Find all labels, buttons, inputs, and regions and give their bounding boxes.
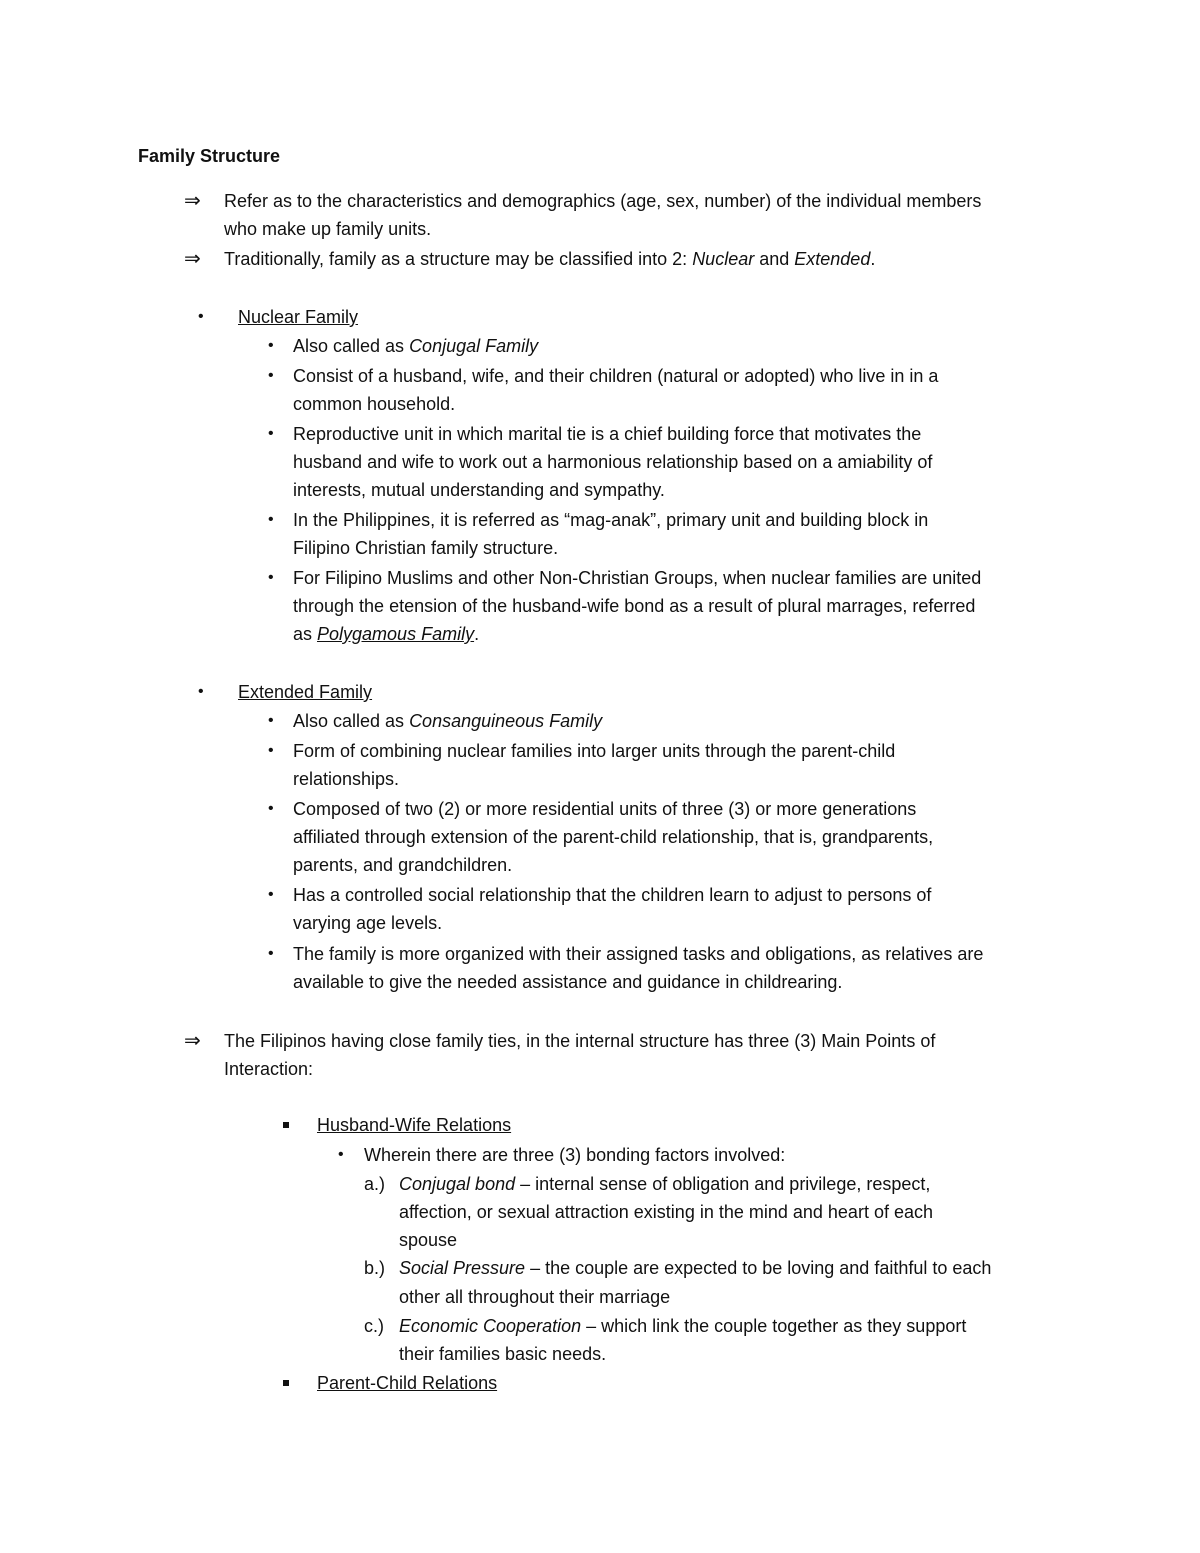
bullet-icon: • — [338, 1146, 344, 1163]
period: . — [474, 624, 480, 644]
social-pressure-term: Social Pressure — [399, 1258, 526, 1278]
extended-bullet-1 — [293, 707, 602, 735]
factor-b-text: – the couple are expected to be loving and faithful to each — [525, 1258, 992, 1278]
economic-cooperation-term: Economic Cooperation — [399, 1316, 582, 1336]
bullet-icon: • — [268, 425, 274, 442]
bullet-icon: • — [268, 742, 274, 759]
extended-bullet-2-line-1: Form of combining nuclear families into larger units through the parent-child — [293, 741, 896, 761]
factor-c-text: – which link the couple together as they support — [581, 1316, 967, 1336]
nuclear-bullet-5-line-2: through the etension of the husband-wife bond as a result of plural marrages, referred — [293, 596, 976, 616]
as-text: as — [293, 624, 318, 644]
arrow-icon: ⇒ — [184, 190, 201, 212]
bullet-icon: • — [268, 337, 274, 354]
nuclear-bullet-2-line-1: Consist of a husband, wife, and their children (natural or adopted) who live in in a — [293, 366, 939, 386]
nuclear-bullet-3-line-2: husband and wife to work out a harmonious relationship based on a amiability of — [293, 452, 933, 472]
extended-bullet-2-line-2: relationships. — [293, 769, 400, 789]
extended-bullet-5-line-1: The family is more organized with their assigned tasks and obligations, as relatives are — [293, 944, 984, 964]
intro-item-2 — [224, 245, 875, 273]
conjugal-bond-term: Conjugal bond — [399, 1174, 516, 1194]
nuclear-bullet-3-line-3: interests, mutual understanding and sympathy. — [293, 480, 665, 500]
and-text: and — [754, 249, 795, 269]
extended-bullet-3-line-1: Composed of two (2) or more residential units of three (3) or more generations — [293, 799, 917, 819]
bullet-icon: • — [268, 800, 274, 817]
factor-c-line-2: their families basic needs. — [399, 1344, 607, 1364]
nuclear-family-heading: Nuclear Family — [238, 307, 359, 327]
nuclear-term: Nuclear — [692, 249, 755, 269]
intro-item-2-prefix: Traditionally, family as a structure may be classified into 2: — [224, 249, 693, 269]
factor-c-line-1 — [399, 1312, 966, 1340]
list-label-a: a.) — [364, 1174, 386, 1194]
extended-bullet-1-prefix: Also called as — [293, 711, 410, 731]
extended-bullet-5-line-2: available to give the needed assistance and guidance in childrearing. — [293, 972, 843, 992]
period: . — [870, 249, 876, 269]
bullet-icon: • — [268, 367, 274, 384]
list-label-b: b.) — [364, 1258, 386, 1278]
factor-a-line-2: affection, or sexual attraction existing in the mind and heart of each — [399, 1202, 933, 1222]
bonding-factors-intro: Wherein there are three (3) bonding factors involved: — [364, 1145, 786, 1165]
intro-item-1-line-1: Refer as to the characteristics and demographics (age, sex, number) of the individual members — [224, 191, 982, 211]
extended-bullet-3-line-2: affiliated through extension of the parent-child relationship, that is, grandparents, — [293, 827, 934, 847]
bullet-icon: • — [268, 886, 274, 903]
nuclear-bullet-1 — [293, 332, 538, 360]
nuclear-bullet-4-line-2: Filipino Christian family structure. — [293, 538, 559, 558]
extended-bullet-4-line-2: varying age levels. — [293, 913, 443, 933]
parent-child-relations-heading: Parent-Child Relations — [317, 1373, 498, 1393]
page-title: Family Structure — [138, 146, 281, 166]
consanguineous-family-term: Consanguineous Family — [409, 711, 603, 731]
nuclear-bullet-2-line-2: common household. — [293, 394, 456, 414]
nuclear-bullet-4-line-1: In the Philippines, it is referred as “mag-anak”, primary unit and building block in — [293, 510, 929, 530]
bullet-icon: • — [198, 308, 204, 325]
intro-item-1-line-2: who make up family units. — [224, 219, 432, 239]
interaction-line-1: The Filipinos having close family ties, in the internal structure has three (3) Main Points of — [224, 1031, 936, 1051]
arrow-icon: ⇒ — [184, 1030, 201, 1052]
factor-b-line-1 — [399, 1254, 991, 1282]
factor-a-line-3: spouse — [399, 1230, 458, 1250]
extended-family-heading: Extended Family — [238, 682, 373, 702]
bullet-icon: • — [268, 712, 274, 729]
square-bullet-icon — [283, 1380, 289, 1386]
factor-b-line-2: other all throughout their marriage — [399, 1287, 671, 1307]
nuclear-bullet-5-line-1: For Filipino Muslims and other Non-Christian Groups, when nuclear families are united — [293, 568, 982, 588]
factor-a-text: – internal sense of obligation and privilege, respect, — [515, 1174, 931, 1194]
bullet-icon: • — [268, 511, 274, 528]
nuclear-bullet-5-line-3 — [293, 620, 479, 648]
interaction-line-2: Interaction: — [224, 1059, 314, 1079]
extended-bullet-3-line-3: parents, and grandchildren. — [293, 855, 513, 875]
conjugal-family-term: Conjugal Family — [409, 336, 539, 356]
polygamous-family-term: Polygamous Family — [317, 624, 475, 644]
bullet-icon: • — [198, 683, 204, 700]
factor-a-line-1 — [399, 1170, 930, 1198]
nuclear-bullet-1-prefix: Also called as — [293, 336, 410, 356]
bullet-icon: • — [268, 569, 274, 586]
list-label-c: c.) — [364, 1316, 384, 1336]
extended-bullet-4-line-1: Has a controlled social relationship that the children learn to adjust to persons of — [293, 885, 932, 905]
bullet-icon: • — [268, 945, 274, 962]
nuclear-bullet-3-line-1: Reproductive unit in which marital tie is a chief building force that motivates the — [293, 424, 922, 444]
square-bullet-icon — [283, 1122, 289, 1128]
extended-term: Extended — [794, 249, 871, 269]
husband-wife-relations-heading: Husband-Wife Relations — [317, 1115, 512, 1135]
arrow-icon: ⇒ — [184, 248, 201, 270]
